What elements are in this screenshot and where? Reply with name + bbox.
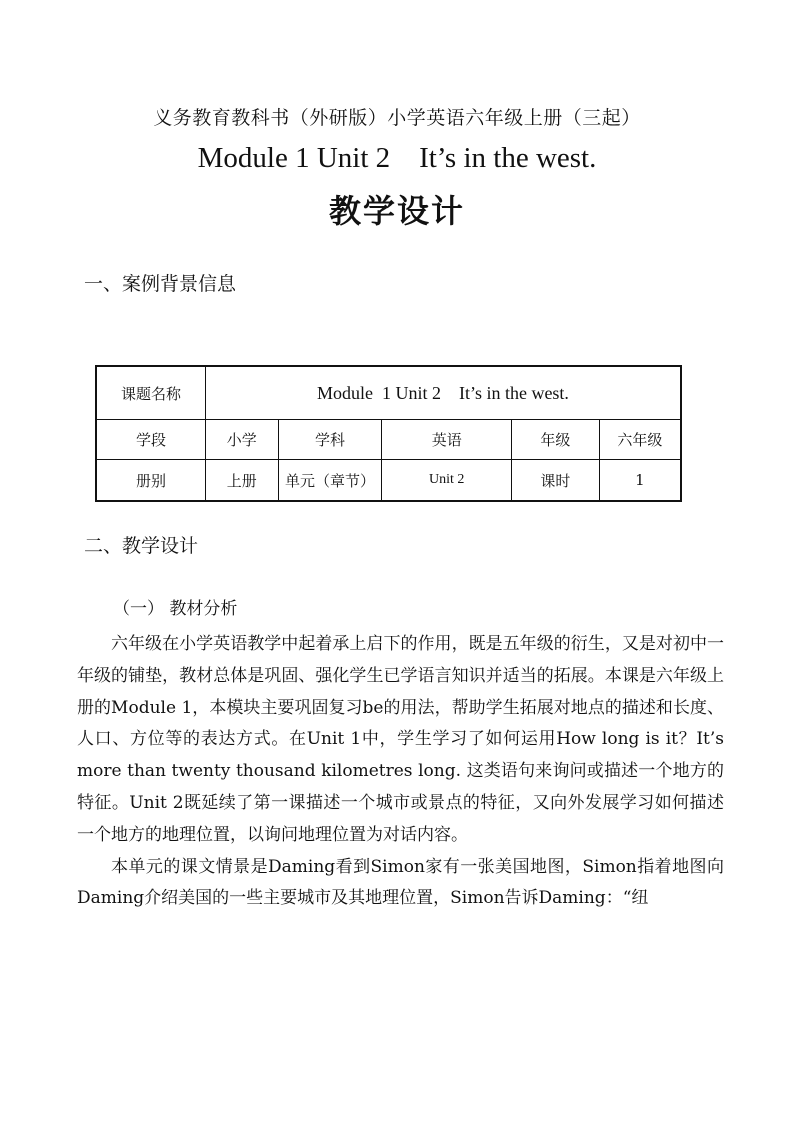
document-subtitle: 义务教育教科书（外研版）小学英语六年级上册（三起） xyxy=(153,107,641,129)
document-title: 教学设计 xyxy=(328,192,465,230)
period-label-cell: 课时 xyxy=(512,460,600,502)
lesson-title: Module 1 Unit 2 It’s in the west. xyxy=(197,142,597,174)
volume-label-cell: 册别 xyxy=(96,460,205,502)
grade-value-cell: 六年级 xyxy=(599,420,681,460)
subject-value-cell: 英语 xyxy=(382,420,512,460)
unit-value-cell: Unit 2 xyxy=(382,460,512,502)
section-heading-design: 二、教学设计 xyxy=(84,535,199,557)
volume-value-cell: 上册 xyxy=(205,460,278,502)
topic-label-cell: 课题名称 xyxy=(96,366,205,420)
section-heading-background: 一、案例背景信息 xyxy=(84,273,237,295)
unit-label-cell: 单元（章节） xyxy=(278,460,382,502)
lesson-info-table xyxy=(95,365,682,502)
stage-label-cell: 学段 xyxy=(96,420,205,460)
subject-label-cell: 学科 xyxy=(278,420,382,460)
paragraph: 六年级在小学英语教学中起着承上启下的作用，既是五年级的衍生，又是对初中一年级的铺垫，教材总体是巩固、强化学生已学语言知识并适当的拓展。本课是六年级上册的Module 1，本模块主要巩固复习be的用法，帮助学生拓展对地点的描述和长度、人口、方位等的表达方式。在Unit 1中，学生学习了如何运用How long is it？It’s more than twenty thousand kilometres long. 这类语句来询问或描述一个地方的特征。Unit 2既延续了第一课描述一个城市或景点的特征，又向外发展学习如何描述一个地方的地理位置，以询问地理位置为对话内容。 xyxy=(77,634,724,845)
stage-value-cell: 小学 xyxy=(205,420,278,460)
paragraph: 本单元的课文情景是Daming看到Simon家有一张美国地图，Simon指着地图向Daming介绍美国的一些主要城市及其地理位置，Simon告诉Daming：“纽 xyxy=(77,856,724,909)
grade-label-cell: 年级 xyxy=(512,420,600,460)
table-row xyxy=(96,460,681,502)
analysis-body xyxy=(77,629,724,915)
subsection-heading-analysis: （一） 教材分析 xyxy=(113,599,238,619)
table-row xyxy=(96,366,681,420)
table-row xyxy=(96,420,681,460)
topic-value-cell: Module 1 Unit 2 It’s in the west. xyxy=(205,366,681,420)
period-value-cell: 1 xyxy=(599,460,681,502)
